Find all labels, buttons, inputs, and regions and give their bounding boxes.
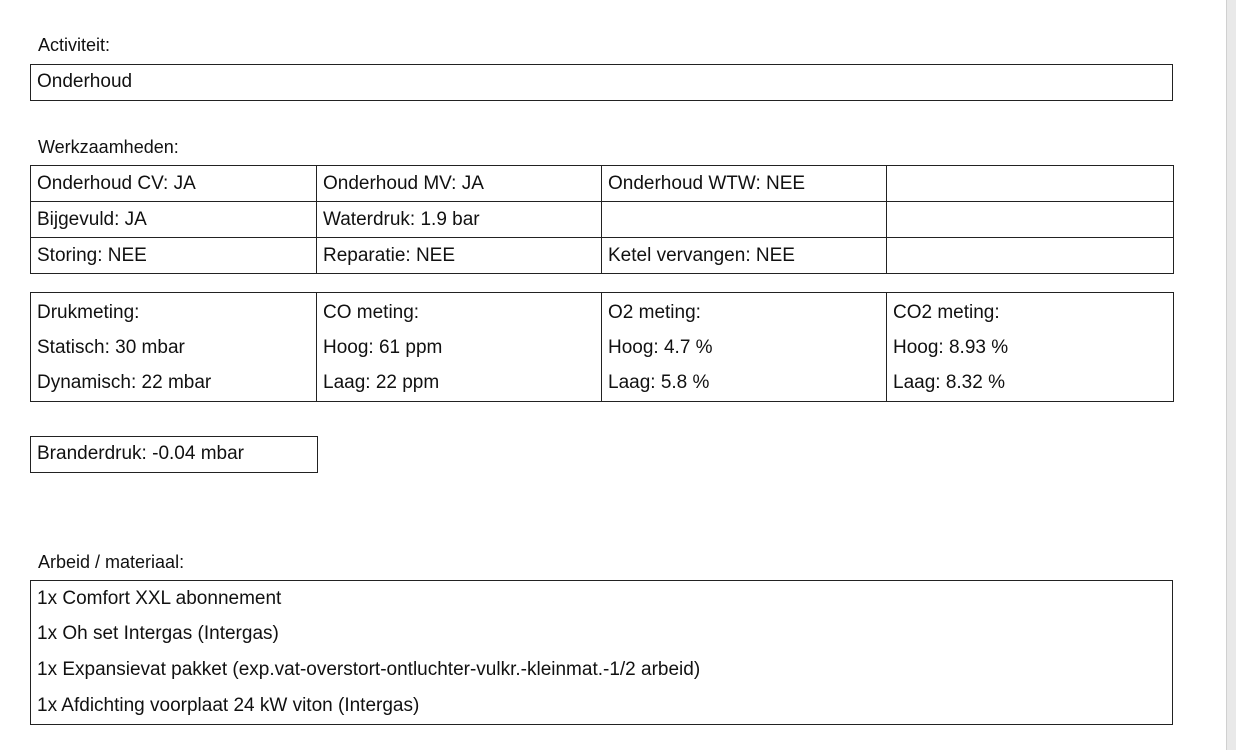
meting-value: Laag: 5.8 % xyxy=(608,371,710,393)
table-cell xyxy=(887,166,1174,202)
meting-value: Hoog: 61 ppm xyxy=(323,336,443,358)
table-row xyxy=(31,166,1174,202)
meting-title: CO meting: xyxy=(323,301,420,323)
activiteit-box xyxy=(30,64,1173,101)
activiteit-value: Onderhoud xyxy=(37,71,133,92)
meting-value: Dynamisch: 22 mbar xyxy=(37,371,212,393)
table-cell xyxy=(887,238,1174,274)
table-cell: Reparatie: NEE xyxy=(317,238,602,274)
meting-value: Laag: 8.32 % xyxy=(893,371,1005,393)
table-cell: Ketel vervangen: NEE xyxy=(602,238,887,274)
table-cell xyxy=(602,202,887,238)
werkzaamheden-label: Werkzaamheden: xyxy=(38,137,179,157)
table-cell xyxy=(887,202,1174,238)
activiteit-label: Activiteit: xyxy=(38,35,111,55)
meting-cell-druk xyxy=(31,293,317,402)
meting-title: Drukmeting: xyxy=(37,301,140,323)
table-row xyxy=(31,202,1174,238)
table-cell: Onderhoud CV: JA xyxy=(31,166,317,202)
werkzaamheden-table xyxy=(30,165,1174,274)
table-cell: Storing: NEE xyxy=(31,238,317,274)
meting-value: Laag: 22 ppm xyxy=(323,371,440,393)
arbeid-list xyxy=(30,580,1173,725)
list-item: 1x Oh set Intergas (Intergas) xyxy=(37,623,279,644)
branderdruk-value: Branderdruk: -0.04 mbar xyxy=(37,443,244,464)
meting-value: Statisch: 30 mbar xyxy=(37,336,185,358)
metingen-table xyxy=(30,292,1174,402)
meting-cell-co xyxy=(317,293,602,402)
meting-cell-o2 xyxy=(602,293,887,402)
branderdruk-box xyxy=(30,436,318,473)
meting-title: CO2 meting: xyxy=(893,301,1000,323)
table-cell: Onderhoud WTW: NEE xyxy=(602,166,887,202)
meting-cell-co2 xyxy=(887,293,1174,402)
list-item: 1x Afdichting voorplaat 24 kW viton (Intergas) xyxy=(37,695,420,716)
table-row xyxy=(31,293,1174,402)
meting-value: Hoog: 4.7 % xyxy=(608,336,713,358)
meting-value: Hoog: 8.93 % xyxy=(893,336,1009,358)
table-cell: Onderhoud MV: JA xyxy=(317,166,602,202)
scrollbar[interactable] xyxy=(1226,0,1236,750)
list-item: 1x Comfort XXL abonnement xyxy=(37,588,282,609)
arbeid-label: Arbeid / materiaal: xyxy=(38,552,185,572)
table-cell: Waterdruk: 1.9 bar xyxy=(317,202,602,238)
table-row xyxy=(31,238,1174,274)
table-cell: Bijgevuld: JA xyxy=(31,202,317,238)
meting-title: O2 meting: xyxy=(608,301,701,323)
list-item: 1x Expansievat pakket (exp.vat-overstort-ontluchter-vulkr.-kleinmat.-1/2 arbeid) xyxy=(37,659,701,680)
